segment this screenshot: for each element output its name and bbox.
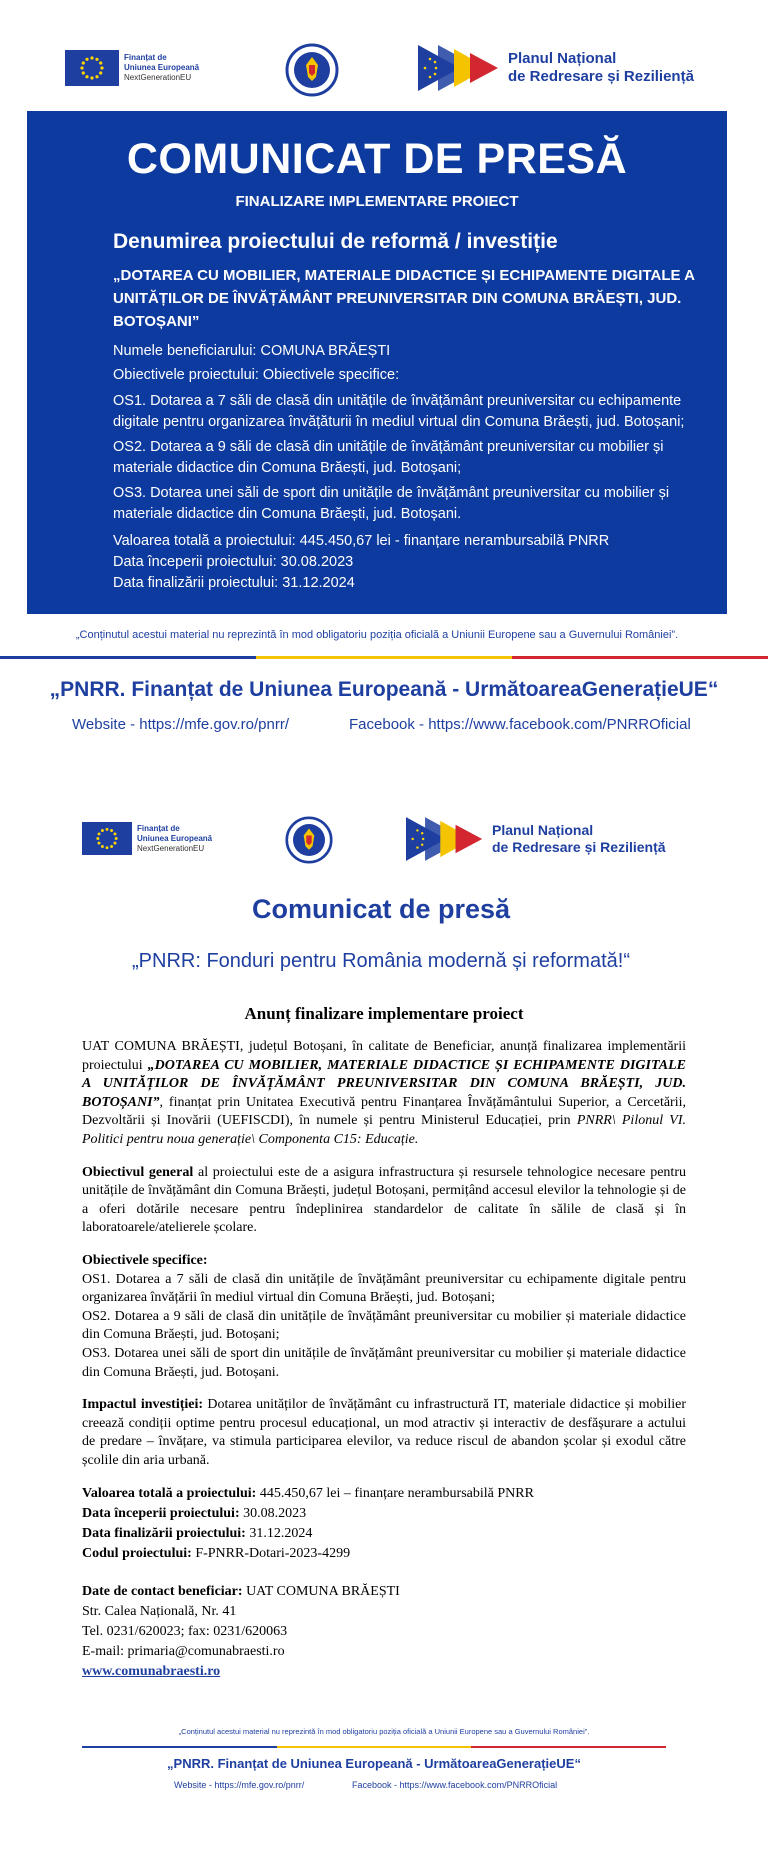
end-label: Data finalizării proiectului: [82, 1526, 246, 1542]
specific-objectives [82, 1252, 686, 1382]
pnrr-logo-2-line1: Planul Național [492, 822, 594, 838]
gov-logo [285, 43, 339, 97]
specific-objectives-label: Obiectivele specifice: [82, 1252, 208, 1268]
intro-text-a: UAT COMUNA BRĂEȘTI, județul Botoșani, în calitate de Beneficiar, anunță finalizarea implementării proiectului [82, 1039, 686, 1073]
eu-logo-2 [82, 822, 212, 855]
intro-paragraph [82, 1038, 686, 1150]
pnrr-logo-2-line2: de Redresare și Reziliență [492, 839, 666, 855]
intro-project-name: „DOTAREA CU MOBILIER, MATERIALE DIDACTICE ȘI ECHIPAMENTE DIGITALE A UNITĂȚILOR DE ÎNVĂȚĂMÂNT PREUNIVERSITAR DIN COMUNA BRĂEȘTI, JUD. BOTOȘANI” [82, 1057, 686, 1110]
contact-phone: Tel. 0231/620023; fax: 0231/620063 [82, 1624, 288, 1640]
specific-os3: OS3. Dotarea unei săli de sport din unitățile de învățământ preuniversitar cu mobilier și materiale didactice din Comuna Brăești, jud. Botoșani. [82, 1345, 686, 1380]
contact-text: UAT COMUNA BRĂEȘTI [242, 1584, 400, 1600]
eu-logo-line1: Finanțat de [124, 53, 167, 62]
footer-slogan: „PNRR. Finanțat de Uniunea Europeană - UrmătoareaGenerațieUE“ [167, 1756, 581, 1771]
banner-subtitle: FINALIZARE IMPLEMENTARE PROIECT [235, 193, 519, 210]
project-end: Data finalizării proiectului: 31.12.2024 [113, 575, 355, 591]
project-heading: Denumirea proiectului de reformă / investiție [113, 230, 558, 253]
project-name: „DOTAREA CU MOBILIER, MATERIALE DIDACTICE ȘI ECHIPAMENTE DIGITALE A UNITĂȚILOR DE ÎNVĂȚĂMÂNT PREUNIVERSITAR DIN COMUNA BRĂEȘTI, JUD. BOTOȘANI” [113, 267, 695, 330]
contact-label: Date de contact beneficiar: [82, 1584, 243, 1600]
second-subtitle: „PNRR: Fonduri pentru România modernă și reformată!“ [132, 950, 630, 972]
gov-seal-icon [285, 43, 339, 97]
objectives-intro: Obiectivele proiectului: Obiectivele specifice: [113, 367, 400, 383]
project-value: Valoarea totală a proiectului: 445.450,67 lei - finanțare nerambursabilă PNRR [113, 533, 610, 549]
specific-os1: OS1. Dotarea a 7 săli de clasă din unitățile de învățământ preuniversitar cu echipamente digitale pentru organizarea învățării în mediul virtual din Comuna Brăești, jud. Botoșani; [82, 1271, 686, 1306]
contact-address: Str. Calea Națională, Nr. 41 [82, 1604, 237, 1620]
contact-website-link[interactable]: www.comunabraesti.ro [82, 1664, 221, 1680]
pnrr-flag-icon-2 [406, 817, 486, 861]
project-start: Data începerii proiectului: 30.08.2023 [113, 554, 354, 570]
footer-facebook-link[interactable]: Facebook - https://www.facebook.com/PNRROficial [352, 1780, 558, 1790]
announce-heading: Anunț finalizare implementare proiect [244, 1004, 524, 1023]
general-objective [82, 1164, 686, 1238]
impact-label: Impactul investiției: [82, 1397, 204, 1413]
footer-disclaimer: „Conținutul acestui material nu reprezintă în mod obligatoriu poziția oficială a Uniunii Europene sau a Guvernului României”. [178, 1727, 590, 1736]
eu-logo-2-line2: Uniunea Europeană [137, 833, 213, 843]
objective-os3: OS3. Dotarea unei săli de sport din unitățile de învățământ preuniversitar cu mobilier și materiale didactice din Comuna Brăești, jud. Botoșani. [113, 485, 670, 522]
contact-details [82, 1582, 686, 1682]
gov-seal-icon-2 [285, 816, 333, 864]
eu-logo [65, 50, 199, 86]
facebook-link[interactable]: Facebook - https://www.facebook.com/PNRROficial [349, 716, 691, 733]
eu-logo-line2: Uniunea Europeană [124, 63, 200, 72]
website-link[interactable]: Website - https://mfe.gov.ro/pnrr/ [72, 716, 290, 733]
pnrr-logo [418, 45, 694, 91]
eu-logo-line3: NextGenerationEU [124, 73, 192, 82]
pnrr-logo-2 [406, 817, 666, 861]
objective-os1: OS1. Dotarea a 7 săli de clasă din unitățile de învățământ preuniversitar cu echipamente digitale pentru organizarea învățăturii în mediul virtual din Comuna Brăești, jud. Botoșani; [113, 393, 685, 430]
end-text: 31.12.2024 [245, 1526, 313, 1542]
intro-program: PNRR\ Pilonul VI. Politici pentru noua generație\ Componenta C15: Educație. [82, 1113, 686, 1147]
footer-tricolor-divider [82, 1746, 666, 1748]
press-banner [27, 111, 727, 614]
start-label: Data începerii proiectului: [82, 1506, 240, 1522]
document-body [82, 1004, 686, 1682]
objective-os2: OS2. Dotarea a 9 săli de clasă din unitățile de învățământ preuniversitar cu mobilier și materiale didactice din Comuna Brăești, jud. Botoșani; [113, 439, 664, 476]
tricolor-divider [0, 656, 768, 659]
impact-paragraph [82, 1396, 686, 1470]
code-label: Codul proiectului: [82, 1546, 192, 1562]
eu-logo-2-line3: NextGenerationEU [137, 843, 205, 853]
banner-title: COMUNICAT DE PRESĂ [126, 135, 628, 183]
disclaimer: „Conținutul acestui material nu reprezintă în mod obligatoriu poziția oficială a Uniunii Europene sau a Guvernului României”. [75, 629, 679, 641]
specific-os2: OS2. Dotarea a 9 săli de clasă din unitățile de învățământ preuniversitar cu mobilier și materiale didactice din Comuna Brăești, jud. Botoșani; [82, 1308, 686, 1343]
slogan: „PNRR. Finanțat de Uniunea Europeană - UrmătoareaGenerațieUE“ [49, 678, 719, 701]
contact-email[interactable]: E-mail: primaria@comunabraesti.ro [82, 1644, 285, 1660]
value-label: Valoarea totală a proiectului: [82, 1486, 257, 1502]
pnrr-logo-line2: de Redresare și Reziliență [508, 68, 694, 85]
pnrr-logo-line1: Planul Național [508, 50, 617, 67]
impact-text: Dotarea unităților de învățământ cu infrastructură IT, materiale didactice și mobilier creează condiții optime pentru procesul educațional, un mod atractiv și interactiv de desfășurare a actului de predare – învățare, va stimula participarea elevilor, va reduce riscul de abandon școlar și exodul către școlile din aria urbană. [82, 1397, 686, 1468]
start-text: 30.08.2023 [239, 1506, 307, 1522]
general-objective-label: Obiectivul general [82, 1164, 194, 1180]
beneficiary: Numele beneficiarului: COMUNA BRĂEȘTI [113, 343, 391, 359]
footer-website-link[interactable]: Website - https://mfe.gov.ro/pnrr/ [174, 1780, 305, 1790]
pnrr-flag-icon [418, 45, 502, 91]
project-details [82, 1484, 686, 1564]
general-objective-text: al proiectului este de a asigura infrastructura și resursele tehnologice necesare pentru unitățile de învățământ din Comuna Brăești, județul Botoșani, permițând accesul elevilor la tehnologie și de a oferi dotările necesare pentru îndeplinirea standardelor de calitate în sălile de clasă și în laboratoarele/atelierele școlare. [82, 1164, 686, 1236]
second-title: Comunicat de presă [251, 894, 511, 924]
code-text: F-PNRR-Dotari-2023-4299 [191, 1546, 351, 1562]
intro-text-c: , finanțat prin Unitatea Executivă pentru Finanțarea Învățământului Superior, a Cercetării, Dezvoltării și Inovării (UEFISCDI), în numele și pentru Ministerul Educației, prin [82, 1094, 686, 1129]
eu-flag-icon-2 [82, 822, 132, 855]
gov-logo-2 [285, 816, 333, 869]
eu-flag-icon [65, 50, 119, 86]
value-text: 445.450,67 lei – finanțare nerambursabilă PNRR [256, 1486, 534, 1502]
eu-logo-2-line1: Finanțat de [137, 823, 180, 833]
